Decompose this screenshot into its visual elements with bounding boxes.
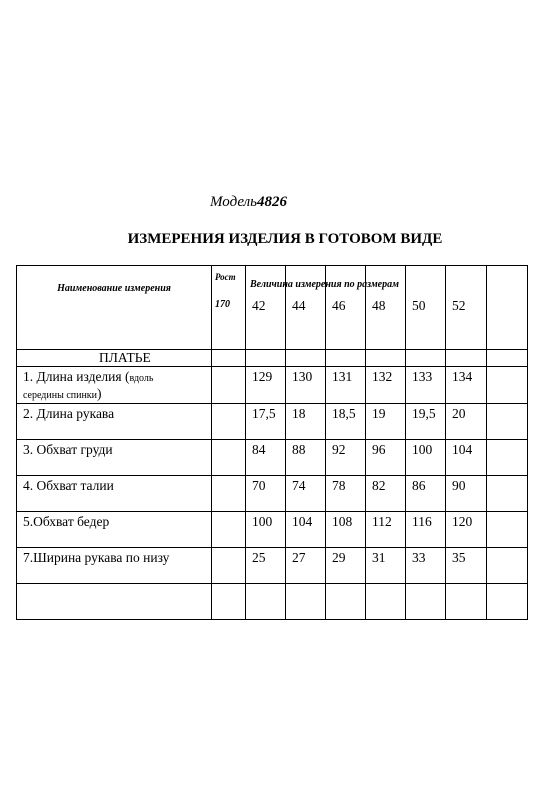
measure-value: 19,5 (406, 404, 446, 440)
table-cell (406, 584, 446, 620)
measure-value (487, 512, 528, 548)
measure-value: 132 (366, 367, 406, 404)
measure-name: 5.Обхват бедер (17, 512, 212, 548)
measure-value: 88 (286, 440, 326, 476)
measure-value (487, 367, 528, 404)
table-cell (326, 584, 366, 620)
measure-value: 116 (406, 512, 446, 548)
measure-name: 3. Обхват груди (17, 440, 212, 476)
measure-value: 108 (326, 512, 366, 548)
measurements-table (16, 265, 528, 620)
measure-value: 31 (366, 548, 406, 584)
measure-value (487, 440, 528, 476)
table-cell (446, 584, 487, 620)
table-row (17, 404, 528, 440)
table-cell (366, 584, 406, 620)
table-cell (212, 512, 246, 548)
table-cell (286, 350, 326, 367)
measure-value: 20 (446, 404, 487, 440)
measure-name: 4. Обхват талии (17, 476, 212, 512)
measure-value: 133 (406, 367, 446, 404)
size-header: 42 (246, 266, 286, 350)
table-cell (246, 350, 286, 367)
table-cell (212, 404, 246, 440)
measure-value: 74 (286, 476, 326, 512)
sizes-caption: Величина измерения по размерам (250, 279, 399, 290)
model-prefix: Модель (210, 194, 258, 210)
rost-value: 170 (215, 299, 230, 310)
table-cell (212, 584, 246, 620)
measure-value: 120 (446, 512, 487, 548)
table-cell (212, 350, 246, 367)
measure-value: 129 (246, 367, 286, 404)
table-cell (212, 476, 246, 512)
measure-value: 96 (366, 440, 406, 476)
measure-value: 70 (246, 476, 286, 512)
measure-value: 78 (326, 476, 366, 512)
measure-value: 84 (246, 440, 286, 476)
size-header: 52 (446, 266, 487, 350)
measure-name: 7.Ширина рукава по низу (17, 548, 212, 584)
col-name-header: Наименование измерения (17, 266, 212, 350)
measure-value: 100 (246, 512, 286, 548)
measure-value: 33 (406, 548, 446, 584)
measure-value: 86 (406, 476, 446, 512)
measure-value: 82 (366, 476, 406, 512)
table-cell (17, 584, 212, 620)
measure-value (487, 404, 528, 440)
measure-value: 17,5 (246, 404, 286, 440)
measure-value: 104 (286, 512, 326, 548)
rost-header (212, 266, 246, 350)
size-header: 50 (406, 266, 446, 350)
table-row (17, 584, 528, 620)
table-cell (406, 350, 446, 367)
measure-value: 104 (446, 440, 487, 476)
measure-value: 25 (246, 548, 286, 584)
table-cell (212, 367, 246, 404)
table-row (17, 367, 528, 404)
document-title: ИЗМЕРЕНИЯ ИЗДЕЛИЯ В ГОТОВОМ ВИДЕ (127, 231, 443, 247)
table-cell (487, 584, 528, 620)
measure-value: 100 (406, 440, 446, 476)
measure-value: 112 (366, 512, 406, 548)
measure-value: 92 (326, 440, 366, 476)
measure-value: 131 (326, 367, 366, 404)
model-label (210, 194, 287, 211)
table-cell (212, 440, 246, 476)
table-row (17, 476, 528, 512)
measure-value (487, 548, 528, 584)
size-header (487, 266, 528, 350)
rost-label: Рост (215, 272, 236, 282)
size-header: 46 (326, 266, 366, 350)
measure-value: 90 (446, 476, 487, 512)
section-title: ПЛАТЬЕ (17, 350, 212, 367)
table-cell (366, 350, 406, 367)
header-row (17, 266, 528, 350)
measure-value: 19 (366, 404, 406, 440)
table-row (17, 512, 528, 548)
measure-value (487, 476, 528, 512)
size-header: 44 (286, 266, 326, 350)
measure-value: 35 (446, 548, 487, 584)
table-cell (446, 350, 487, 367)
measure-value: 18,5 (326, 404, 366, 440)
table-row (17, 440, 528, 476)
measure-value: 27 (286, 548, 326, 584)
measure-value: 134 (446, 367, 487, 404)
measure-value: 18 (286, 404, 326, 440)
measure-name: 1. Длина изделия (вдоль середины спинки) (17, 367, 212, 404)
table-row (17, 548, 528, 584)
measure-value: 130 (286, 367, 326, 404)
section-row (17, 350, 528, 367)
table-cell (326, 350, 366, 367)
model-number: 4826 (257, 194, 288, 210)
measure-name: 2. Длина рукава (17, 404, 212, 440)
table-cell (286, 584, 326, 620)
table-cell (212, 548, 246, 584)
table-cell (246, 584, 286, 620)
size-header: 48 (366, 266, 406, 350)
table-cell (487, 350, 528, 367)
measure-value: 29 (326, 548, 366, 584)
